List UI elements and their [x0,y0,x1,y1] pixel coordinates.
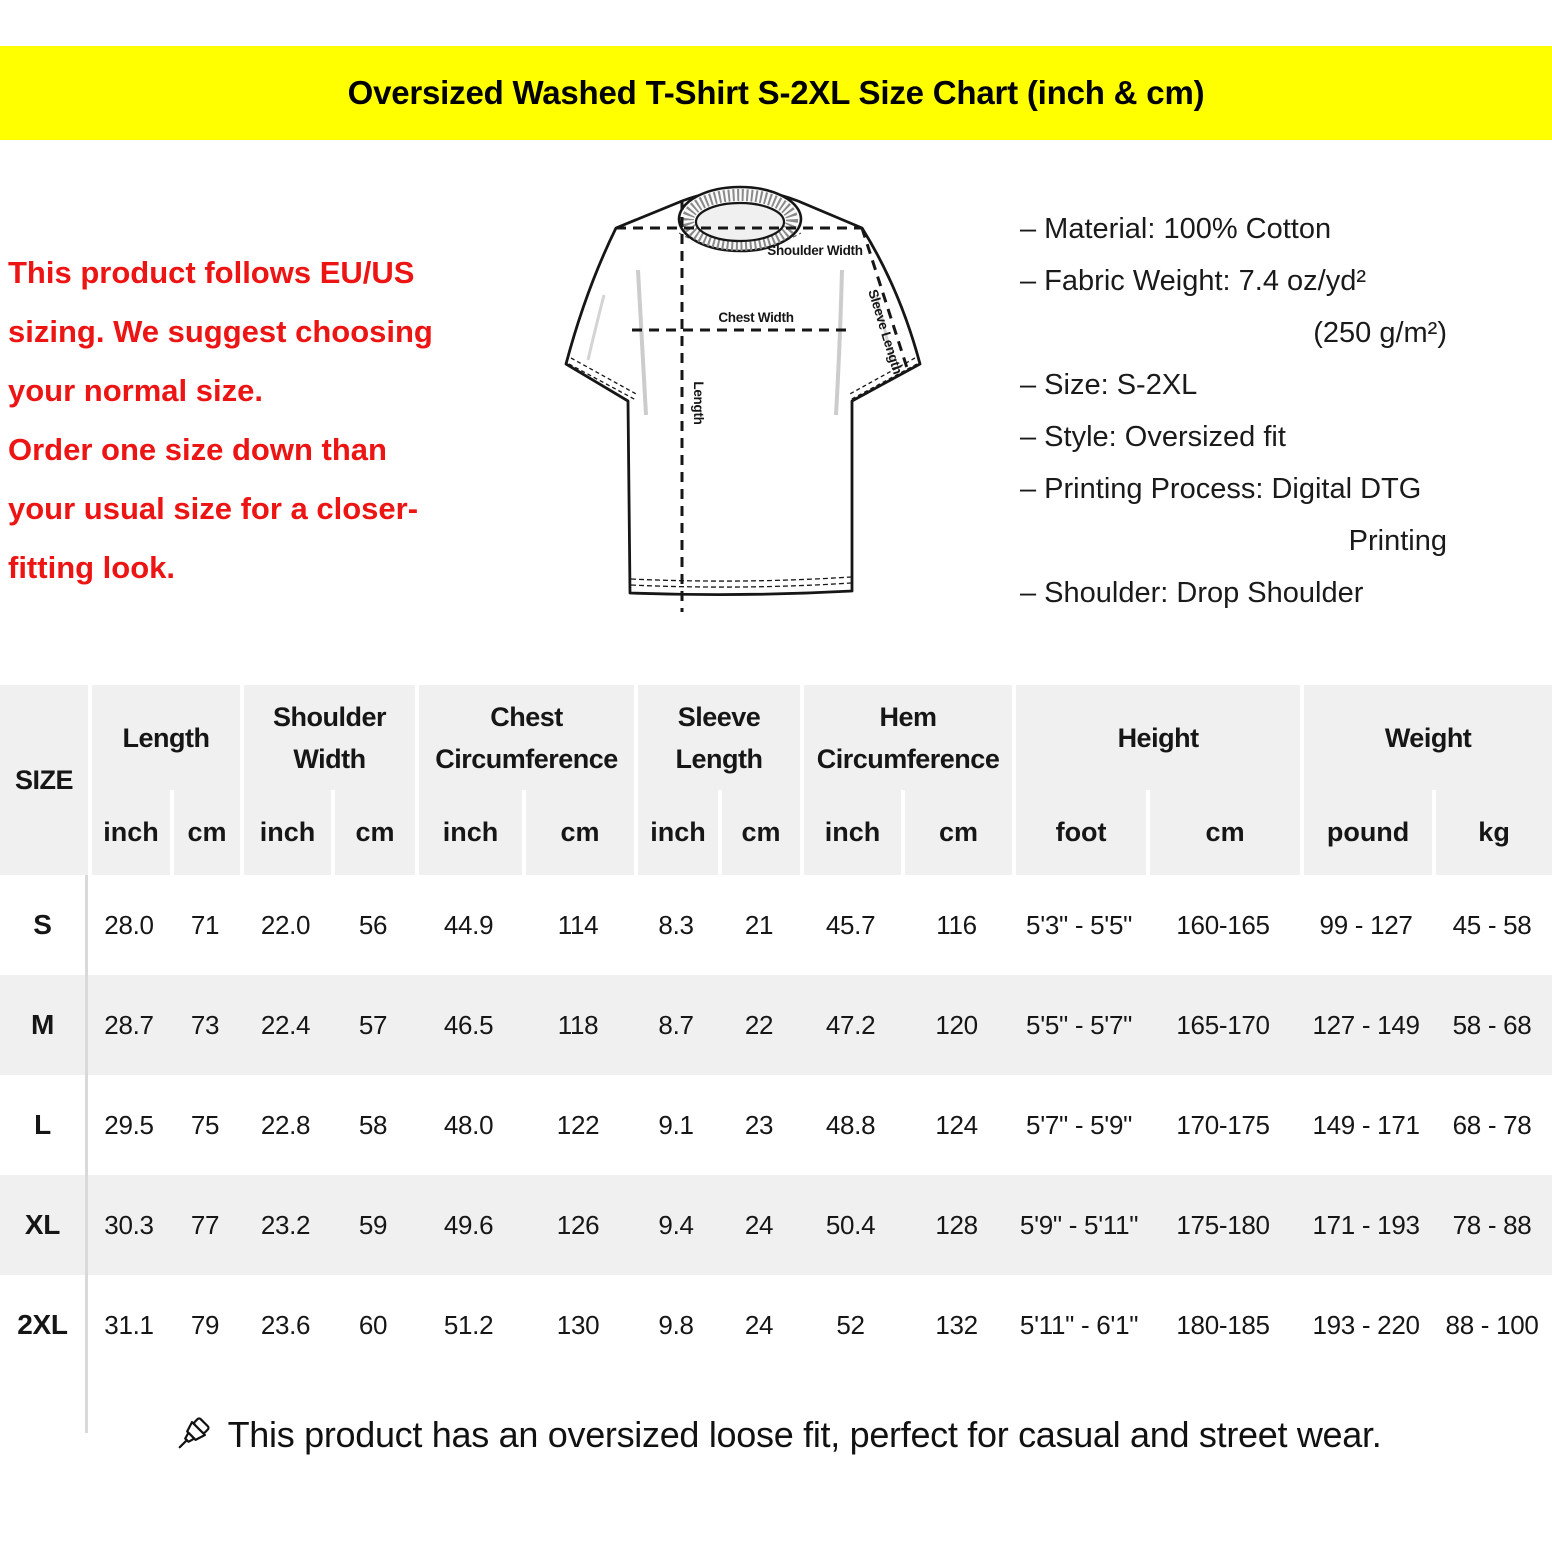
value-cell: 52 [800,1275,901,1375]
value-cell: 46.5 [415,975,522,1075]
value-cell: 165-170 [1146,975,1300,1075]
sizing-note-line: sizing. We suggest choosing [8,314,433,349]
value-cell: 29.5 [88,1075,170,1175]
value-cell: 58 [331,1075,415,1175]
value-cell: 49.6 [415,1175,522,1275]
unit-header: inch [415,790,522,875]
value-cell: 58 - 68 [1432,975,1552,1075]
value-cell: 31.1 [88,1275,170,1375]
table-group-header-row [0,685,1552,790]
value-cell: 78 - 88 [1432,1175,1552,1275]
page-title: Oversized Washed T-Shirt S-2XL Size Chart (inch & cm) [347,74,1205,111]
chest-width-label: Chest Width [718,310,794,325]
unit-header: foot [1012,790,1146,875]
value-cell: 23.2 [240,1175,331,1275]
product-detail-line: Printing [1348,525,1447,557]
unit-header: kg [1432,790,1552,875]
column-group-chest-circumference: Chest Circumference [415,685,634,790]
value-cell: 170-175 [1146,1075,1300,1175]
column-group-hem-circumference: Hem Circumference [800,685,1012,790]
value-cell: 45.7 [800,875,901,975]
footer-note-text: This product has an oversized loose fit, perfect for casual and street wear. [227,1414,1382,1455]
unit-header: pound [1300,790,1432,875]
value-cell: 120 [901,975,1012,1075]
table-row [0,975,1552,1075]
size-table [0,685,1552,1375]
product-detail-line: – Size: S-2XL [1020,369,1198,401]
unit-header: inch [634,790,718,875]
value-cell: 22.0 [240,875,331,975]
value-cell: 5'11" - 6'1" [1012,1275,1146,1375]
unit-header: inch [800,790,901,875]
value-cell: 48.8 [800,1075,901,1175]
value-cell: 22 [718,975,800,1075]
size-cell: L [0,1075,88,1175]
value-cell: 193 - 220 [1300,1275,1432,1375]
value-cell: 44.9 [415,875,522,975]
shoulder-width-label: Shoulder Width [767,243,863,258]
value-cell: 9.1 [634,1075,718,1175]
unit-header: inch [240,790,331,875]
table-row [0,1175,1552,1275]
value-cell: 59 [331,1175,415,1275]
product-detail-line: – Printing Process: Digital DTG [1020,473,1422,505]
column-group-weight: Weight [1300,685,1552,790]
value-cell: 128 [901,1175,1012,1275]
sizing-note-line: your usual size for a closer- [8,491,419,526]
sizing-note-line: your normal size. [8,373,263,408]
size-cell: 2XL [0,1275,88,1375]
value-cell: 122 [522,1075,634,1175]
value-cell: 8.3 [634,875,718,975]
value-cell: 126 [522,1175,634,1275]
value-cell: 5'7" - 5'9" [1012,1075,1146,1175]
value-cell: 51.2 [415,1275,522,1375]
value-cell: 24 [718,1275,800,1375]
value-cell: 149 - 171 [1300,1075,1432,1175]
value-cell: 127 - 149 [1300,975,1432,1075]
value-cell: 48.0 [415,1075,522,1175]
value-cell: 47.2 [800,975,901,1075]
product-detail-line: – Style: Oversized fit [1020,421,1286,453]
product-detail-line: (250 g/m²) [1313,317,1447,349]
sleeve-length-label: Sleeve Length [865,287,906,376]
value-cell: 8.7 [634,975,718,1075]
size-cell: M [0,975,88,1075]
title-banner [0,46,1552,140]
value-cell: 28.7 [88,975,170,1075]
value-cell: 180-185 [1146,1275,1300,1375]
value-cell: 160-165 [1146,875,1300,975]
sizing-note-line: Order one size down than [8,432,387,467]
value-cell: 5'3" - 5'5" [1012,875,1146,975]
value-cell: 60 [331,1275,415,1375]
product-detail-line: – Shoulder: Drop Shoulder [1020,577,1364,609]
value-cell: 68 - 78 [1432,1075,1552,1175]
sizing-note-line: fitting look. [8,550,176,585]
value-cell: 175-180 [1146,1175,1300,1275]
value-cell: 124 [901,1075,1012,1175]
value-cell: 56 [331,875,415,975]
column-group-shoulder-width: Shoulder Width [240,685,415,790]
column-group-height: Height [1012,685,1300,790]
value-cell: 114 [522,875,634,975]
value-cell: 23 [718,1075,800,1175]
value-cell: 171 - 193 [1300,1175,1432,1275]
sizing-note-line: This product follows EU/US [8,255,415,290]
column-group-sleeve-length: Sleeve Length [634,685,800,790]
length-label: Length [691,381,706,425]
value-cell: 24 [718,1175,800,1275]
value-cell: 22.4 [240,975,331,1075]
value-cell: 132 [901,1275,1012,1375]
unit-header: cm [901,790,1012,875]
value-cell: 88 - 100 [1432,1275,1552,1375]
value-cell: 30.3 [88,1175,170,1275]
value-cell: 21 [718,875,800,975]
size-table-body [0,875,1552,1375]
table-unit-header-row [0,790,1552,875]
sizing-note [8,243,528,597]
unit-header: cm [522,790,634,875]
value-cell: 23.6 [240,1275,331,1375]
unit-header: cm [170,790,240,875]
value-cell: 77 [170,1175,240,1275]
value-cell: 9.8 [634,1275,718,1375]
value-cell: 57 [331,975,415,1075]
value-cell: 5'9" - 5'11" [1012,1175,1146,1275]
value-cell: 45 - 58 [1432,875,1552,975]
value-cell: 99 - 127 [1300,875,1432,975]
value-cell: 116 [901,875,1012,975]
product-details [1020,203,1447,619]
value-cell: 79 [170,1275,240,1375]
unit-header: cm [331,790,415,875]
value-cell: 118 [522,975,634,1075]
unit-header: cm [1146,790,1300,875]
table-row [0,875,1552,975]
size-column-header: SIZE [0,685,88,875]
value-cell: 130 [522,1275,634,1375]
size-cell: S [0,875,88,975]
table-row [0,1075,1552,1175]
footer-note [0,1414,1552,1456]
value-cell: 22.8 [240,1075,331,1175]
value-cell: 75 [170,1075,240,1175]
value-cell: 5'5" - 5'7" [1012,975,1146,1075]
unit-header: cm [718,790,800,875]
collar-inner [696,203,784,241]
value-cell: 9.4 [634,1175,718,1275]
product-detail-line: – Fabric Weight: 7.4 oz/yd² [1020,265,1367,297]
unit-header: inch [88,790,170,875]
pushpin-icon [171,1414,213,1456]
table-row [0,1275,1552,1375]
value-cell: 50.4 [800,1175,901,1275]
value-cell: 73 [170,975,240,1075]
column-group-length: Length [88,685,240,790]
size-cell: XL [0,1175,88,1275]
value-cell: 71 [170,875,240,975]
product-detail-line: – Material: 100% Cotton [1020,213,1332,245]
value-cell: 28.0 [88,875,170,975]
tshirt-diagram [543,175,955,620]
tshirt-sketch [543,175,955,620]
